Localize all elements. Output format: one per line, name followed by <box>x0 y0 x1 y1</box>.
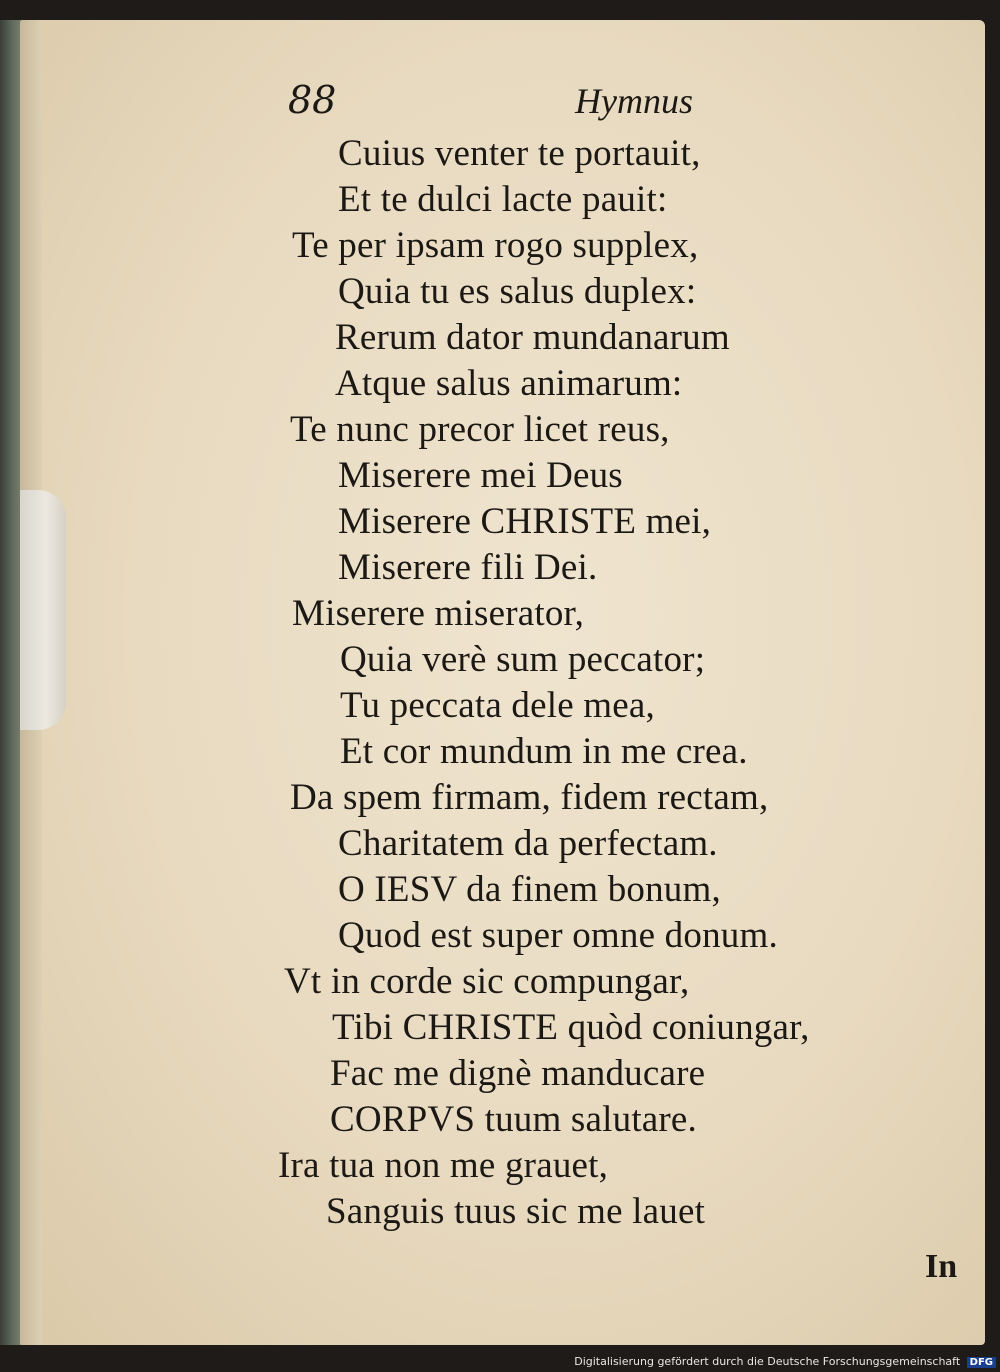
verse-line: Et cor mundum in me crea. <box>340 731 748 772</box>
book-page <box>20 20 985 1345</box>
verse-line: Te nunc precor licet reus, <box>290 409 670 450</box>
verse-line: Charitatem da perfectam. <box>338 823 718 864</box>
page-marker-tab <box>20 490 66 730</box>
book-spine <box>0 20 22 1345</box>
page-header <box>20 78 985 128</box>
verse-line: Da spem firmam, fidem rectam, <box>290 777 769 818</box>
verse-line: Miserere miserator, <box>292 593 585 634</box>
verse-line: O IESV da finem bonum, <box>338 869 721 910</box>
verse-line: Quod est super omne donum. <box>338 915 778 956</box>
verse-line: Et te dulci lacte pauit: <box>338 179 668 220</box>
verse-line: Quia tu es salus duplex: <box>338 271 697 312</box>
dfg-logo: DFG <box>967 1357 996 1368</box>
verse-line: Ira tua non me grauet, <box>278 1145 609 1186</box>
verse-line: Quia verè sum peccator; <box>340 639 706 680</box>
verse-line: Tu peccata dele mea, <box>340 685 655 726</box>
catchword: In <box>925 1248 958 1285</box>
verse-line: Tibi CHRISTE quòd coniungar, <box>332 1007 810 1048</box>
verse-line: CORPVS tuum salutare. <box>330 1099 698 1140</box>
verse-line: Te per ipsam rogo supplex, <box>292 225 699 266</box>
verse-line: Fac me dignè manducare <box>330 1053 706 1094</box>
verse-line: Rerum dator mundanarum <box>335 317 730 358</box>
running-head: Hymnus <box>575 81 693 121</box>
verse-line: Sanguis tuus sic me lauet <box>326 1191 706 1232</box>
verse-line: Atque salus animarum: <box>335 363 683 404</box>
verse-line: Miserere mei Deus <box>338 455 623 496</box>
page-number: 88 <box>288 78 337 122</box>
verse-line: Vt in corde sic compungar, <box>284 961 690 1002</box>
verse-line: Miserere CHRISTE mei, <box>338 501 712 542</box>
verse-line: Cuius venter te portauit, <box>338 133 701 174</box>
credit-text: Digitalisierung gefördert durch die Deutsche Forschungsgemeinschaft <box>574 1355 961 1368</box>
digitization-credit <box>574 1355 996 1368</box>
verse-line: Miserere fili Dei. <box>338 547 598 588</box>
